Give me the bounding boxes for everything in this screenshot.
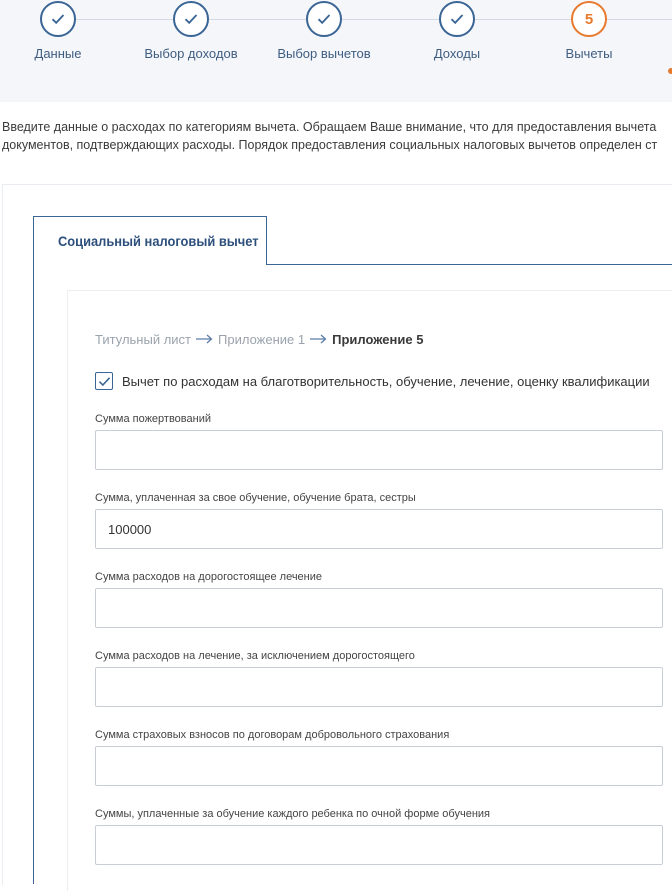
breadcrumb xyxy=(95,330,423,348)
deduction-checkbox-label: Вычет по расходам на благотворительность, обучение, лечение, оценку квалификации xyxy=(122,373,650,389)
intro-text xyxy=(2,118,672,154)
step-income-choice[interactable] xyxy=(121,0,261,61)
step-label: Выбор вычетов xyxy=(277,46,371,61)
intro-line: Введите данные о расходах по категориям вычета. Обращаем Ваше внимание, что для предоставления вычета xyxy=(2,120,657,134)
breadcrumb-item-appendix-5: Приложение 5 xyxy=(332,331,424,347)
donations-label: Сумма пожертвований xyxy=(95,413,211,425)
step-label: Данные xyxy=(34,46,82,61)
check-icon xyxy=(306,1,342,37)
step-income[interactable] xyxy=(387,0,527,61)
checkmark-icon xyxy=(98,376,111,387)
insurance-input[interactable] xyxy=(95,746,663,786)
treatment-input[interactable] xyxy=(95,667,663,707)
step-label: Доходы xyxy=(433,46,481,61)
breadcrumb-item-title-page[interactable]: Титульный лист xyxy=(95,331,192,347)
step-data[interactable] xyxy=(0,0,128,61)
arrow-right-icon xyxy=(196,334,213,344)
arrow-right-icon xyxy=(310,334,327,344)
step-label: Выбор доходов xyxy=(144,46,238,61)
expensive-treatment-input[interactable] xyxy=(95,588,663,628)
own-education-label: Сумма, уплаченная за свое обучение, обучение брата, сестры xyxy=(95,492,416,504)
treatment-label: Сумма расходов на лечение, за исключением дорогостоящего xyxy=(95,650,415,662)
step-number-badge: 5 xyxy=(571,1,607,37)
insurance-label: Сумма страховых взносов по договорам добровольного страхования xyxy=(95,729,450,741)
child-education-input[interactable] xyxy=(95,825,663,865)
expensive-treatment-label: Сумма расходов на дорогостоящее лечение xyxy=(95,571,323,583)
step-deductions[interactable] xyxy=(519,0,659,61)
donations-input[interactable] xyxy=(95,430,663,470)
check-icon xyxy=(439,1,475,37)
deduction-checkbox[interactable] xyxy=(95,372,113,390)
tab-social-deduction[interactable] xyxy=(33,216,267,265)
step-label: Вычеты xyxy=(565,46,613,61)
own-education-input[interactable] xyxy=(95,509,663,549)
check-icon xyxy=(40,1,76,37)
child-education-label: Суммы, уплаченные за обучение каждого ребенка по очной форме обучения xyxy=(95,808,491,820)
deduction-checkbox-row[interactable] xyxy=(95,371,650,391)
tab-label: Социальный налоговый вычет xyxy=(58,233,259,249)
step-deduction-choice[interactable] xyxy=(254,0,394,61)
progress-stepper xyxy=(0,0,672,102)
check-icon xyxy=(173,1,209,37)
next-step-dot xyxy=(668,68,672,74)
intro-line: документов, подтверждающих расходы. Порядок предоставления социальных налоговых вычетов определен ст xyxy=(2,138,658,152)
breadcrumb-item-appendix-1[interactable]: Приложение 1 xyxy=(218,331,306,347)
